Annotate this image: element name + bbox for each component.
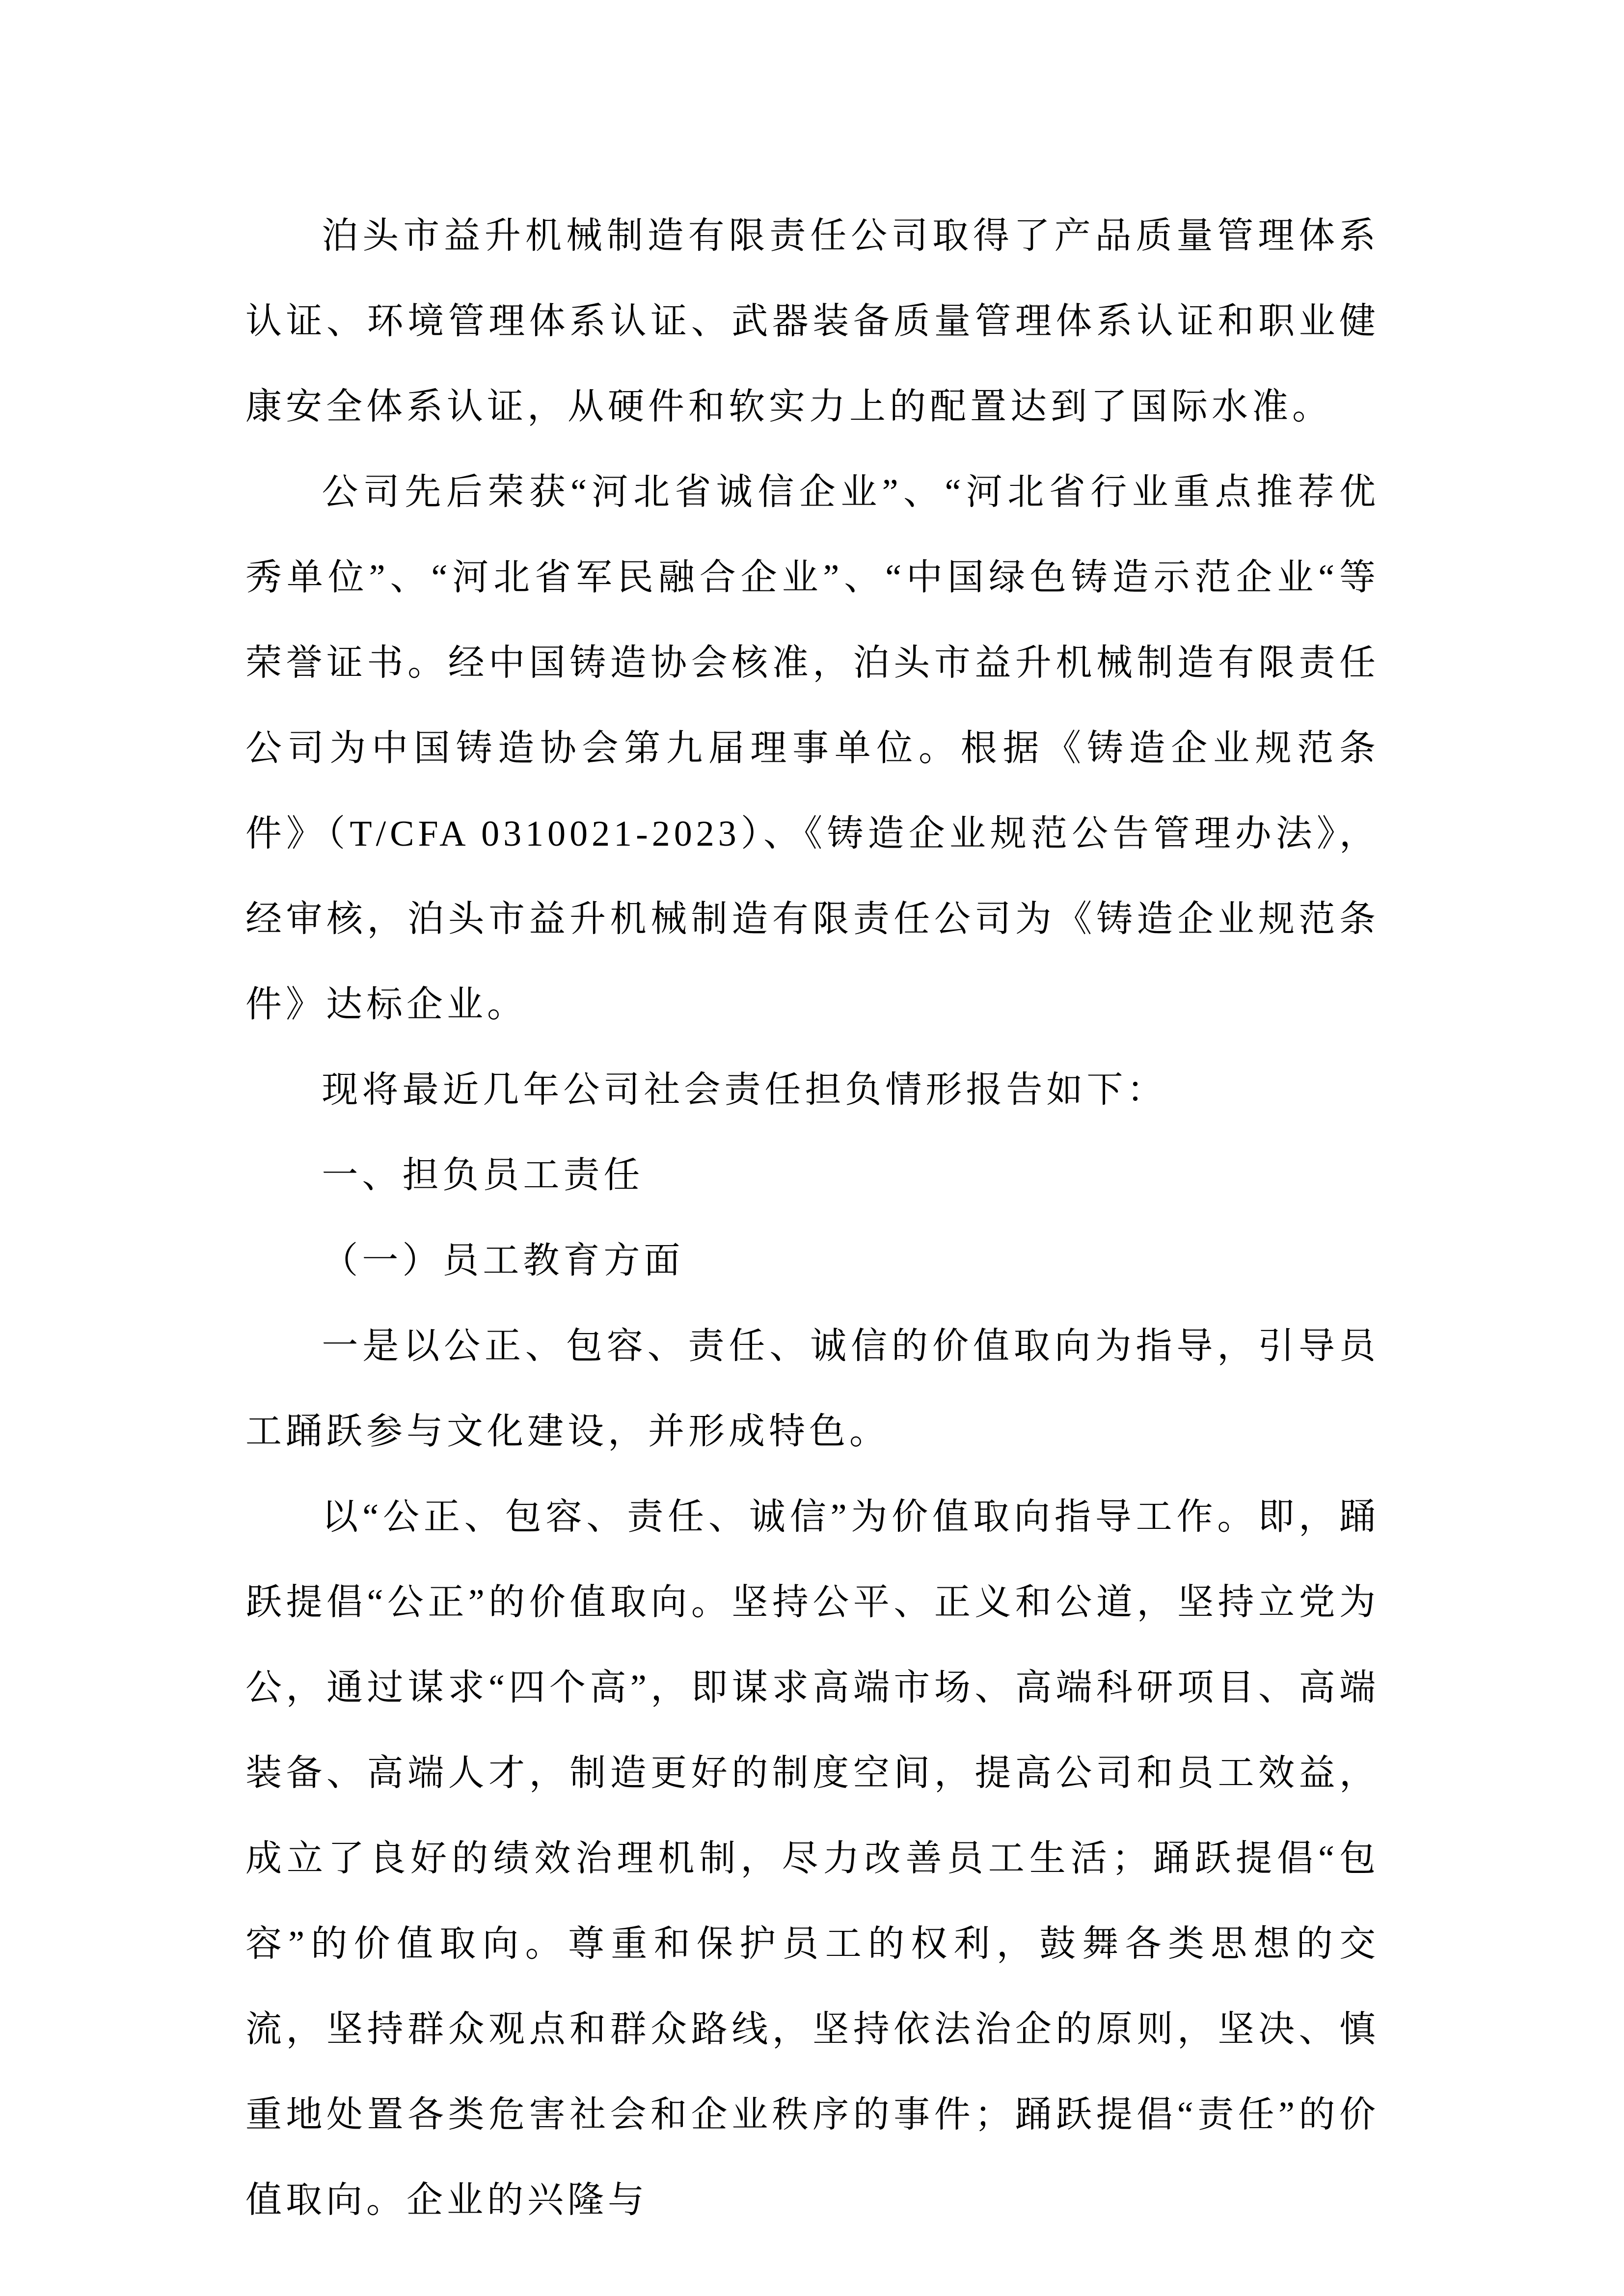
heading-subsection-1-employee-education: （一）员工教育方面 — [322, 1241, 684, 1281]
paragraph-honors-and-standards: 公司先后荣获“河北省诚信企业”、“河北省行业重点推荐优秀单位”、“河北省军民融合企业”、“中国绿色铸造示范企业“等荣誉证书。经中国铸造协会核准，泊头市益升机械制造有限责任公司为中国铸造协会第九届理事单位。根据《铸造企业规范条件》（T/CFA 0310021-2023）、《铸造企业规范公告管理办法》，经审核，泊头市益升机械制造有限责任公司为《铸造企业规范条件》达标企业。 — [245, 472, 1380, 1025]
document-body — [245, 193, 1380, 2243]
paragraph-values-guidance: 一是以公正、包容、责任、诚信的价值取向为指导，引导员工踊跃参与文化建设，并形成特色。 — [245, 1326, 1380, 1452]
paragraph-certifications: 泊头市益升机械制造有限责任公司取得了产品质量管理体系认证、环境管理体系认证、武器装备质量管理体系认证和职业健康安全体系认证，从硬件和软实力上的配置达到了国际水准。 — [245, 216, 1380, 427]
paragraph-values-detail: 以“公正、包容、责任、诚信”为价值取向指导工作。即，踊跃提倡“公正”的价值取向。坚持公平、正义和公道，坚持立党为公，通过谋求“四个高”，即谋求高端市场、高端科研项目、高端装备、高端人才，制造更好的制度空间，提高公司和员工效益，成立了良好的绩效治理机制，尽力改善员工生活；踊跃提倡“包容”的价值取向。尊重和保护员工的权利，鼓舞各类思想的交流，坚持群众观点和群众路线，坚持依法治企的原则，坚决、慎重地处置各类危害社会和企业秩序的事件；踊跃提倡“责任”的价值取向。企业的兴隆与 — [245, 1497, 1380, 2220]
paragraph-report-intro: 现将最近几年公司社会责任担负情形报告如下： — [322, 1070, 1167, 1110]
heading-section-1-employee-responsibility: 一、担负员工责任 — [322, 1155, 644, 1196]
